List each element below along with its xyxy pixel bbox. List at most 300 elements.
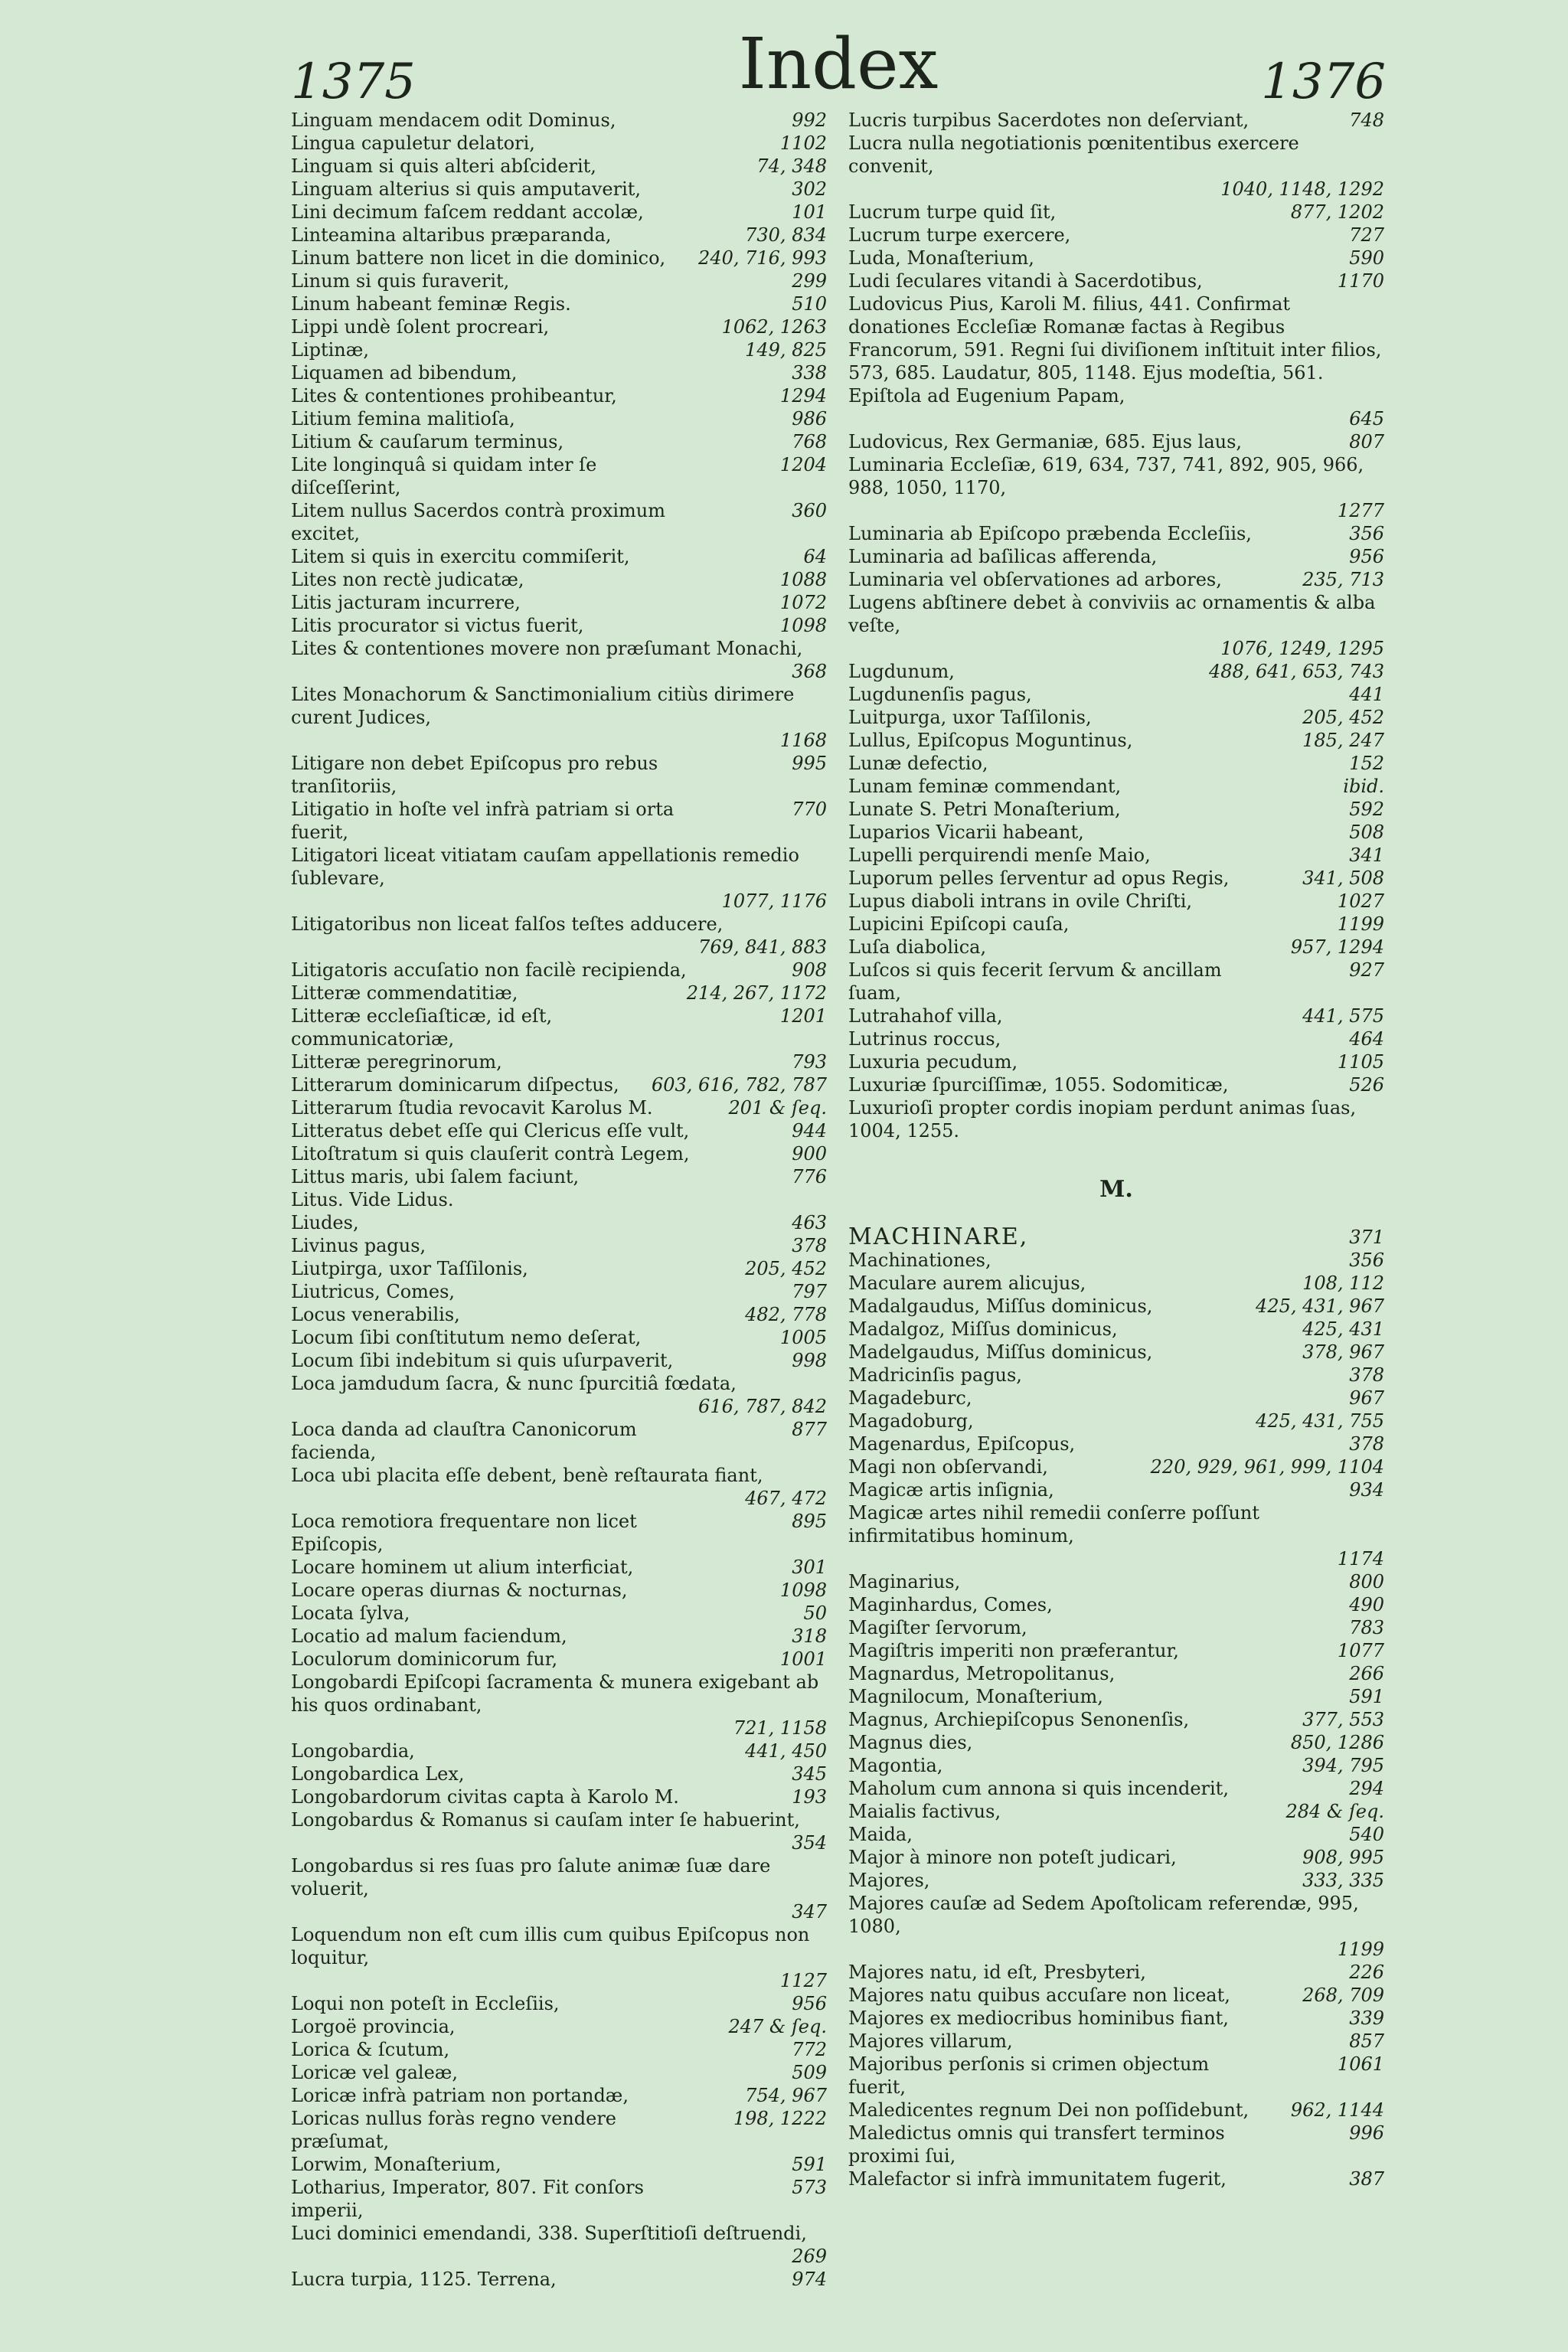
entry-pages: 967 <box>1349 1387 1384 1409</box>
entry-text: Majores ex mediocribus hominibus fiant, <box>848 2007 1229 2029</box>
entry-pages: 64 <box>803 546 827 567</box>
entry-text: Lunate S. Petri Monaſterium, <box>848 799 1121 820</box>
index-entry <box>848 1295 1384 1318</box>
entry-text: Ludovicus, Rex Germaniæ, 685. Ejus laus, <box>848 431 1243 452</box>
index-entry <box>291 224 827 247</box>
entry-pages: 591 <box>1349 1686 1384 1707</box>
index-entry <box>848 2030 1384 2053</box>
entry-text: Linguam mendacem odit Dominus, <box>291 109 616 131</box>
index-entry <box>848 1432 1384 1455</box>
entry-pages: 387 <box>1349 2168 1384 2190</box>
entry-pages: 1098 <box>779 1579 827 1601</box>
entry-pages: 770 <box>792 799 827 820</box>
index-entry <box>848 1639 1384 1662</box>
entry-pages: 974 <box>792 2269 827 2290</box>
entry-text: Madricinſis pagus, <box>848 1364 1022 1386</box>
entry-text: Littus maris, ubi ſalem faciunt, <box>291 1166 580 1187</box>
entry-text: Loca remotiora frequentare non licet Epiſcopis, <box>291 1511 637 1555</box>
entry-text: Magi non obſervandi, <box>848 1456 1048 1478</box>
entry-text: Locus venerabilis, <box>291 1304 460 1325</box>
index-entry <box>291 1119 827 1142</box>
entry-text: Luda, Monaſterium, <box>848 247 1034 269</box>
entry-text: Liquamen ad bibendum, <box>291 362 518 384</box>
index-entry <box>848 2122 1384 2167</box>
entry-pages: 1201 <box>779 1005 827 1027</box>
index-entry <box>848 1050 1384 1073</box>
entry-text: Loca danda ad clauſtra Canonicorum facienda, <box>291 1419 637 1463</box>
index-entry <box>848 936 1384 959</box>
index-entry <box>848 568 1384 591</box>
index-entry <box>848 1823 1384 1846</box>
index-entry <box>848 2099 1384 2122</box>
entry-pages: 226 <box>1349 1962 1384 1983</box>
entry-text: Maholum cum annona si quis incenderit, <box>848 1778 1229 1799</box>
entry-text: Longobardi Epiſcopi ſacramenta & munera exigebant ab his quos ordinabant, <box>291 1671 819 1716</box>
entry-text: Lites non rectè judicatæ, <box>291 569 524 590</box>
index-entry <box>848 821 1384 844</box>
index-entry <box>291 155 827 178</box>
index-entry <box>848 270 1384 292</box>
entry-text: Lucrum turpe exercere, <box>848 224 1071 246</box>
entry-text: Magnardus, Metropolitanus, <box>848 1663 1116 1684</box>
entry-text: Locata ſylva, <box>291 1602 410 1624</box>
index-entry <box>291 1165 827 1188</box>
entry-pages: 1027 <box>1337 890 1384 912</box>
entry-pages: 748 <box>1349 109 1384 131</box>
index-entry <box>291 798 827 844</box>
entry-text: Lites Monachorum & Sanctimonialium citiùs dirimere curent Judices, <box>291 684 795 728</box>
entry-text: Litteræ eccleſiaſticæ, id eſt, communicatoriæ, <box>291 1005 553 1050</box>
entry-pages: 1174 <box>1337 1548 1384 1570</box>
index-entry <box>848 1754 1384 1777</box>
entry-pages: 185, 247 <box>1302 730 1384 751</box>
entry-pages: 1076, 1249, 1295 <box>1220 638 1384 659</box>
entry-pages: 1098 <box>779 615 827 636</box>
index-entry <box>848 292 1384 430</box>
index-entry <box>291 1740 827 1762</box>
entry-text: Linum si quis furaverit, <box>291 270 510 292</box>
entry-pages: 590 <box>1349 247 1384 269</box>
entry-pages: 378, 967 <box>1302 1341 1384 1363</box>
entry-pages: 1168 <box>779 730 827 751</box>
index-entry <box>291 2015 827 2038</box>
entry-pages: 378 <box>1349 1364 1384 1386</box>
index-entry <box>291 1303 827 1326</box>
entry-pages: 482, 778 <box>745 1304 827 1325</box>
index-entry <box>291 1073 827 1096</box>
entry-text: Linum habeant feminæ Regis. <box>291 293 571 315</box>
entry-pages: 371 <box>1349 1227 1384 1248</box>
index-entry <box>848 1455 1384 1478</box>
entry-pages: 220, 929, 961, 999, 1104 <box>1150 1456 1384 1478</box>
index-entry <box>848 1846 1384 1869</box>
entry-text: Magnus dies, <box>848 1732 973 1753</box>
index-entry <box>848 1073 1384 1096</box>
entry-pages: 269 <box>792 2246 827 2267</box>
entry-text: Litigatio in hoſte vel infrà patriam si orta fuerit, <box>291 799 675 843</box>
entry-text: Lugdunum, <box>848 661 955 682</box>
index-entry <box>291 637 827 683</box>
index-entry <box>848 1708 1384 1731</box>
entry-text: Litteræ commendatitiæ, <box>291 982 518 1004</box>
index-entry <box>291 315 827 338</box>
index-entry <box>848 1410 1384 1432</box>
index-entry <box>848 913 1384 936</box>
index-entry <box>848 247 1384 270</box>
entry-pages: 74, 348 <box>756 155 827 177</box>
entry-pages: 302 <box>792 178 827 200</box>
index-entry <box>291 2176 827 2222</box>
entry-pages: 198, 1222 <box>733 2108 827 2129</box>
index-entry <box>291 1808 827 1854</box>
entry-pages: 152 <box>1349 753 1384 774</box>
entry-text: Longobardus & Romanus si cauſam inter ſe habuerint, <box>291 1809 800 1831</box>
entry-text: Luſcos si quis fecerit ſervum & ancillam ſuam, <box>848 959 1222 1004</box>
index-entry <box>291 2107 827 2153</box>
index-entry <box>291 2153 827 2176</box>
index-entry <box>848 1662 1384 1685</box>
entry-text: Locum ſibi conſtitutum nemo deſerat, <box>291 1327 642 1348</box>
entry-text: Lugdunenſis pagus, <box>848 684 1032 705</box>
entry-text: Magadoburg, <box>848 1410 974 1432</box>
entry-text: Lupicini Epiſcopi cauſa, <box>848 913 1070 935</box>
entry-text: Litteratus debet eſſe qui Clericus eſſe vult, <box>291 1120 690 1142</box>
entry-pages: 284 & ſeq. <box>1285 1801 1384 1822</box>
index-entry <box>291 1234 827 1257</box>
entry-pages: 754, 967 <box>745 2085 827 2106</box>
entry-text: Maledictus omnis qui transfert terminos proximi ſui, <box>848 2122 1225 2167</box>
entry-pages: 1061 <box>1337 2053 1384 2075</box>
entry-text: Magicæ artes nihil remedii conſerre poſſunt infirmitatibus hominum, <box>848 1502 1260 1547</box>
index-entry <box>848 752 1384 775</box>
entry-pages: 235, 713 <box>1302 569 1384 590</box>
entry-pages: 101 <box>792 201 827 223</box>
entry-pages: 378 <box>792 1235 827 1256</box>
entry-pages: 318 <box>792 1625 827 1647</box>
index-entry <box>291 591 827 614</box>
entry-text: Loqui non poteſt in Eccleſiis, <box>291 1993 560 2014</box>
entry-pages: 857 <box>1349 2030 1384 2052</box>
entry-pages: 772 <box>792 2039 827 2060</box>
entry-pages: 1105 <box>1337 1051 1384 1073</box>
entry-text: Madelgaudus, Miſſus dominicus, <box>848 1341 1153 1363</box>
index-entry <box>848 706 1384 729</box>
entry-text: Loca ubi placita eſſe debent, benè reſtaurata fiant, <box>291 1465 763 1486</box>
index-entry <box>848 1318 1384 1341</box>
index-entry <box>291 109 827 132</box>
index-entry <box>848 2053 1384 2099</box>
entry-pages: 441, 450 <box>745 1740 827 1762</box>
entry-pages: 490 <box>1349 1594 1384 1615</box>
entry-pages: 108, 112 <box>1302 1272 1384 1294</box>
index-entry <box>848 2167 1384 2190</box>
entry-pages: 341 <box>1349 844 1384 866</box>
entry-pages: 807 <box>1349 431 1384 452</box>
entry-pages: 368 <box>792 661 827 682</box>
entry-pages: 509 <box>792 2062 827 2083</box>
entry-pages: 1204 <box>779 454 827 475</box>
entry-text: Lingua capuletur delatori, <box>291 132 535 154</box>
entry-text: Litis procurator si victus fuerit, <box>291 615 584 636</box>
entry-pages: 149, 825 <box>745 339 827 361</box>
entry-text: Magnus, Archiepiſcopus Senonenſis, <box>848 1709 1190 1730</box>
entry-pages: 356 <box>1349 523 1384 544</box>
entry-text: Lunam feminæ commendant, <box>848 776 1122 797</box>
index-entry <box>291 1188 827 1211</box>
index-entry <box>291 1556 827 1579</box>
entry-pages: 425, 431, 967 <box>1256 1295 1384 1317</box>
entry-text: Luxuriæ ſpurciſſimæ, 1055. Sodomiticæ, <box>848 1074 1229 1096</box>
index-entry <box>291 1648 827 1671</box>
entry-text: Locum ſibi indebitum si quis uſurpaverit, <box>291 1350 674 1371</box>
entry-pages: 1005 <box>779 1327 827 1348</box>
entry-text: Maledicentes regnum Dei non poſſidebunt, <box>848 2099 1250 2121</box>
entry-pages: 425, 431, 755 <box>1256 1410 1384 1432</box>
entry-pages: 592 <box>1349 799 1384 820</box>
entry-text: Livinus pagus, <box>291 1235 426 1256</box>
entry-pages: 508 <box>1349 822 1384 843</box>
entry-text: Litium & cauſarum terminus, <box>291 431 564 452</box>
entry-pages: 850, 1286 <box>1290 1732 1384 1753</box>
entry-pages: 573 <box>792 2177 827 2198</box>
entry-text: Majores natu quibus accuſare non liceat, <box>848 1984 1230 2006</box>
entry-pages: 908, 995 <box>1302 1847 1384 1868</box>
entry-text: Magontia, <box>848 1755 943 1776</box>
entry-pages: 900 <box>792 1143 827 1165</box>
index-entry <box>848 1593 1384 1616</box>
entry-pages: 793 <box>792 1051 827 1073</box>
entry-pages: 301 <box>792 1557 827 1578</box>
entry-text: Luparios Vicarii habeant, <box>848 822 1084 843</box>
section-heading-m: M. <box>1099 1176 1133 1203</box>
entry-pages: 1102 <box>779 132 827 154</box>
index-entry <box>848 591 1384 660</box>
entry-pages: 360 <box>792 500 827 521</box>
entry-text: Litus. Vide Lidus. <box>291 1189 454 1210</box>
entry-text: Loquendum non eſt cum illis cum quibus Epiſcopus non loquitur, <box>291 1924 810 1968</box>
index-entry <box>848 1249 1384 1272</box>
entry-text: Madalgoz, Miſſus dominicus, <box>848 1318 1118 1340</box>
entry-text: Litteræ peregrinorum, <box>291 1051 502 1073</box>
index-entry <box>291 1050 827 1073</box>
entry-text: Linum battere non licet in die dominico, <box>291 247 666 269</box>
index-entry <box>291 1326 827 1349</box>
page-title: Index <box>738 23 939 105</box>
entry-pages: 986 <box>792 408 827 430</box>
entry-text: Lites & contentiones movere non præſumant Monachi, <box>291 638 803 659</box>
entry-text: Linguam si quis alteri abſciderit, <box>291 155 596 177</box>
entry-text: Machinationes, <box>848 1250 991 1271</box>
index-entry <box>848 867 1384 890</box>
index-entry <box>848 224 1384 247</box>
entry-text: Magiſtris imperiti non præferantur, <box>848 1640 1179 1661</box>
entry-pages: 356 <box>1349 1250 1384 1271</box>
entry-pages: 467, 472 <box>745 1488 827 1509</box>
index-column-right <box>848 109 1384 2190</box>
index-entry <box>291 1762 827 1785</box>
entry-text: Locatio ad malum faciendum, <box>291 1625 567 1647</box>
entry-text: Luci dominici emendandi, 338. Superſtitioſi deſtruendi, <box>291 2223 807 2244</box>
entry-pages: 927 <box>1349 959 1384 981</box>
index-entry <box>848 1341 1384 1364</box>
entry-pages: 333, 335 <box>1302 1870 1384 1891</box>
index-entry <box>848 1869 1384 1892</box>
entry-pages: 727 <box>1349 224 1384 246</box>
entry-text: Locare operas diurnas & nocturnas, <box>291 1579 628 1601</box>
entry-text: Linteamina altaribus præparanda, <box>291 224 612 246</box>
index-entry <box>848 959 1384 1004</box>
entry-pages: 510 <box>792 293 827 315</box>
entry-text: Litis jacturam incurrere, <box>291 592 521 613</box>
entry-text: Magadeburc, <box>848 1387 972 1409</box>
entry-pages: 266 <box>1349 1663 1384 1684</box>
entry-text: Loricæ infrà patriam non portandæ, <box>291 2085 629 2106</box>
entry-text: Litigatori liceat vitiatam cauſam appellationis remedio ſublevare, <box>291 844 799 889</box>
entry-text: Litterarum ſtudia revocavit Karolus M. <box>291 1097 653 1119</box>
index-entry <box>848 1364 1384 1387</box>
page-header <box>291 23 1386 115</box>
index-entry <box>291 1785 827 1808</box>
index-entry <box>848 683 1384 706</box>
index-entry <box>291 1142 827 1165</box>
index-entry <box>291 2084 827 2107</box>
index-entry <box>291 752 827 798</box>
entry-text: Majores villarum, <box>848 2030 1013 2052</box>
entry-text: Liudes, <box>291 1212 359 1233</box>
index-entry <box>291 1854 827 1923</box>
index-entry <box>848 522 1384 545</box>
entry-text: MACHINARE, <box>848 1223 1029 1250</box>
index-entry <box>291 959 827 982</box>
entry-text: Majores natu, id eſt, Presbyteri, <box>848 1962 1146 1983</box>
entry-pages: 1199 <box>1337 1939 1384 1960</box>
index-entry <box>291 499 827 545</box>
entry-text: Loca jamdudum ſacra, & nunc ſpurcitiâ fœdata, <box>291 1373 737 1394</box>
entry-text: Longobardica Lex, <box>291 1763 465 1785</box>
entry-text: Luminaria ad baſilicas afferenda, <box>848 546 1158 567</box>
index-entry <box>291 2038 827 2061</box>
entry-text: Litoſtratum si quis clauſerit contrà Legem, <box>291 1143 690 1165</box>
index-entry <box>291 270 827 292</box>
index-entry <box>848 1478 1384 1501</box>
entry-pages: 299 <box>792 270 827 292</box>
index-entry <box>291 1923 827 1992</box>
entry-pages: 944 <box>792 1120 827 1142</box>
entry-text: Lorwim, Monaſterium, <box>291 2154 501 2175</box>
entry-pages: 877, 1202 <box>1290 201 1384 223</box>
entry-pages: 394, 795 <box>1302 1755 1384 1776</box>
index-entry <box>291 1257 827 1280</box>
index-entry <box>291 982 827 1004</box>
index-entry <box>291 1510 827 1556</box>
entry-text: Maginarius, <box>848 1571 961 1592</box>
entry-pages: 441, 575 <box>1302 1005 1384 1027</box>
entry-pages: 347 <box>792 1901 827 1922</box>
entry-pages: 998 <box>792 1350 827 1371</box>
index-entry <box>848 1570 1384 1593</box>
index-entry <box>848 660 1384 683</box>
entry-pages: 645 <box>1349 408 1384 430</box>
entry-text: Litem nullus Sacerdos contrà proximum excitet, <box>291 500 666 544</box>
entry-text: Locare hominem ut alium interficiat, <box>291 1557 634 1578</box>
entry-text: Ludi ſeculares vitandi à Sacerdotibus, <box>848 270 1203 292</box>
entry-pages: 338 <box>792 362 827 384</box>
entry-text: Luitpurga, uxor Taſſilonis, <box>848 707 1092 728</box>
index-entry <box>848 430 1384 453</box>
entry-text: Longobardia, <box>291 1740 415 1762</box>
index-entry <box>291 338 827 361</box>
index-column-left <box>291 109 827 2291</box>
index-entry <box>848 2007 1384 2030</box>
entry-text: Luxuria pecudum, <box>848 1051 1018 1073</box>
entry-pages: 1170 <box>1337 270 1384 292</box>
index-entry <box>291 178 827 201</box>
entry-text: Lupus diaboli intrans in ovile Chriſti, <box>848 890 1193 912</box>
index-entry <box>848 798 1384 821</box>
entry-text: Loricæ vel galeæ, <box>291 2062 458 2083</box>
index-entry <box>848 1004 1384 1027</box>
entry-text: Lutrinus roccus, <box>848 1028 1001 1050</box>
index-entry <box>848 545 1384 568</box>
index-entry <box>291 568 827 591</box>
entry-text: Luminaria vel obſervationes ad arbores, <box>848 569 1222 590</box>
index-entry <box>848 1892 1384 1961</box>
entry-pages: 214, 267, 1172 <box>686 982 827 1004</box>
entry-pages: 800 <box>1349 1571 1384 1592</box>
entry-pages: 591 <box>792 2154 827 2175</box>
entry-text: Lutrahahof villa, <box>848 1005 1003 1027</box>
entry-pages: 377, 553 <box>1302 1709 1384 1730</box>
entry-pages: ibid. <box>1343 776 1384 797</box>
index-entry <box>848 1731 1384 1754</box>
entry-pages: 1001 <box>779 1648 827 1670</box>
index-entry <box>291 453 827 499</box>
entry-pages: 956 <box>1349 546 1384 567</box>
entry-pages: 992 <box>792 109 827 131</box>
entry-text: Lippi undè ſolent procreari, <box>291 316 550 338</box>
entry-text: Maialis factivus, <box>848 1801 1001 1822</box>
entry-text: Madalgaudus, Miſſus dominicus, <box>848 1295 1153 1317</box>
entry-pages: 201 & ſeq. <box>728 1097 827 1119</box>
entry-text: Major à minore non poteſt judicari, <box>848 1847 1177 1868</box>
entry-text: Lucrum turpe quid ſit, <box>848 201 1057 223</box>
entry-pages: 721, 1158 <box>733 1717 827 1739</box>
entry-pages: 1077, 1176 <box>721 890 827 912</box>
index-entry <box>848 844 1384 867</box>
entry-text: Luminaria ab Epiſcopo præbenda Eccleſiis, <box>848 523 1252 544</box>
entry-text: Loricas nullus foràs regno vendere præſumat, <box>291 2108 616 2152</box>
entry-pages: 341, 508 <box>1302 867 1384 889</box>
entry-pages: 425, 431 <box>1302 1318 1384 1340</box>
entry-pages: 526 <box>1349 1074 1384 1096</box>
entry-text: Linguam alterius si quis amputaverit, <box>291 178 642 200</box>
entry-pages: 956 <box>792 1993 827 2014</box>
entry-pages: 616, 787, 842 <box>698 1396 827 1417</box>
entry-pages: 769, 841, 883 <box>698 936 827 958</box>
entry-pages: 1127 <box>779 1970 827 1991</box>
index-entry <box>291 247 827 270</box>
entry-pages: 783 <box>1349 1617 1384 1638</box>
entry-pages: 540 <box>1349 1824 1384 1845</box>
index-entry <box>291 1992 827 2015</box>
entry-text: Ludovicus Pius, Karoli M. filius, 441. Confirmat donationes Eccleſiæ Romanæ factas à Regibus Francorum, 591. Regni ſui diviſionem inſtituit inter filios, 573, 685. Laudatur, 805, 1148. Ejus modeſtia, 561. Epiſtola ad Eugenium Papam, <box>848 293 1382 407</box>
entry-pages: 776 <box>792 1166 827 1187</box>
entry-pages: 603, 616, 782, 787 <box>651 1074 827 1096</box>
entry-pages: 488, 641, 653, 743 <box>1208 661 1384 682</box>
index-entry <box>291 2268 827 2291</box>
index-entry <box>291 1372 827 1418</box>
entry-pages: 877 <box>792 1419 827 1440</box>
